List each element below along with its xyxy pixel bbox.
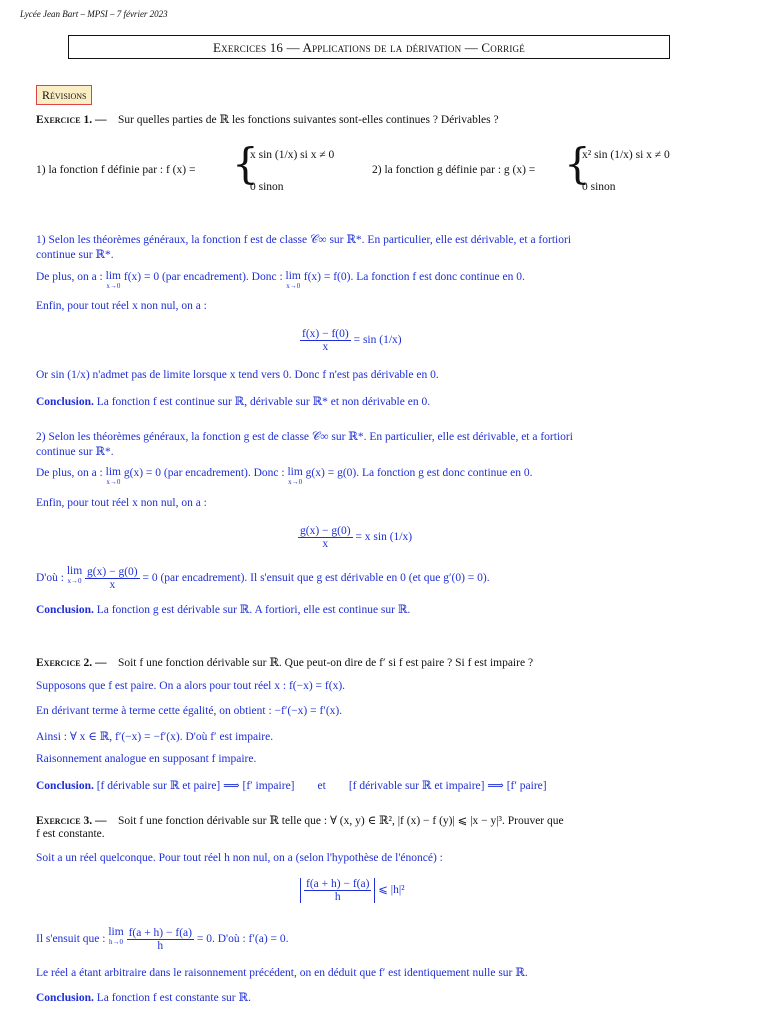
p2-line-1: 2) Selon les théorèmes généraux, la fonction g est de classe 𝒞∞ sur ℝ*. En particulier, elle est dérivable, et a fortiori	[36, 431, 573, 443]
ex2-line-4: Raisonnement analogue en supposant f impaire.	[36, 753, 257, 765]
exercise-1-label: Exercice 1. —	[36, 114, 107, 126]
exercise-1-statement: Sur quelles parties de ℝ les fonctions suivantes sont-elles continues ? Dérivables ?	[117, 114, 499, 126]
p1-enfin: Enfin, pour tout réel x non nul, on a :	[36, 300, 207, 312]
p1-limit-line: De plus, on a : lim x→0 f(x) = 0 (par encadrement). Donc : lim x→0 f(x) = f(0). La fonction f est donc continue en 0.	[36, 270, 525, 290]
g-definition: 2) la fonction g définie par : g (x) =	[372, 164, 536, 176]
exercise-2-statement: Soit f une fonction dérivable sur ℝ. Que peut-on dire de f′ si f est paire ? Si f est impaire ?	[117, 657, 534, 669]
p2-conclusion: Conclusion. La fonction g est dérivable sur ℝ. A fortiori, elle est continue sur ℝ.	[36, 604, 411, 616]
page-title: Exercices 16 — Applications de la dérivation — Corrigé	[68, 35, 670, 59]
g-case-2: 0 sinon	[582, 181, 616, 193]
p2-line-2: continue sur ℝ*.	[36, 446, 114, 458]
f-case-2: 0 sinon	[250, 181, 284, 193]
g-case-1: x² sin (1/x) si x ≠ 0	[582, 149, 670, 161]
p1-or: Or sin (1/x) n'admet pas de limite lorsque x tend vers 0. Donc f n'est pas dérivable en 0.	[36, 369, 439, 381]
page-header: Lycée Jean Bart – MPSI – 7 février 2023	[20, 9, 168, 19]
p2-equation: $\frac{g(x) - g(0)}{x}$ = x sin (1/x)	[300, 525, 413, 550]
p2-dou-line: D'où : lim x→0 $\frac{g(x) - g(0)}{x}$ = 0 (par encadrement). Il s'ensuit que g est dérivable en 0 (et que g′(0) = 0).	[36, 565, 490, 591]
exercise-3-statement: Soit f une fonction dérivable sur ℝ telle que : ∀ (x, y) ∈ ℝ², |f (x) − f (y)| ⩽ |x − y|³. Prouver que	[117, 815, 564, 827]
section-badge: Révisions	[36, 85, 92, 105]
p1-conclusion: Conclusion. La fonction f est continue sur ℝ, dérivable sur ℝ* et non dérivable en 0.	[36, 396, 431, 408]
ex2-conclusion: Conclusion. [f dérivable sur ℝ et paire] ⟹ [f′ impaire] et [f dérivable sur ℝ et impaire] ⟹ [f′ paire]	[36, 780, 547, 792]
exercise-2-label: Exercice 2. —	[36, 657, 107, 669]
p2-enfin: Enfin, pour tout réel x non nul, on a :	[36, 497, 207, 509]
exercise-3-label: Exercice 3. —	[36, 815, 107, 827]
p2-limit-line: De plus, on a : lim x→0 g(x) = 0 (par encadrement). Donc : lim x→0 g(x) = g(0). La fonction g est donc continue en 0.	[36, 466, 533, 486]
ex3-inequality: $\frac{f(a + h) - f(a)}{h}$ ⩽ |h|²	[300, 878, 405, 903]
g-brace: {	[564, 139, 591, 188]
ex2-line-1: Supposons que f est paire. On a alors pour tout réel x : f(−x) = f(x).	[36, 680, 346, 692]
p1-line-2: continue sur ℝ*.	[36, 249, 114, 261]
exercise-3-heading	[36, 813, 564, 827]
ex3-line-3: Le réel a étant arbitraire dans le raisonnement précédent, on en déduit que f′ est identiquement nulle sur ℝ.	[36, 967, 528, 979]
exercise-3-statement-2: f est constante.	[36, 828, 105, 840]
ex3-limit-line: Il s'ensuit que : lim h→0 $\frac{f(a + h) - f(a)}{h}$ = 0. D'où : f′(a) = 0.	[36, 926, 289, 952]
ex3-conclusion: Conclusion. La fonction f est constante sur ℝ.	[36, 992, 251, 1004]
f-brace: {	[232, 139, 259, 188]
f-case-1: x sin (1/x) si x ≠ 0	[250, 149, 335, 161]
p1-equation: $\frac{f(x) - f(0)}{x}$ = sin (1/x)	[302, 328, 402, 353]
ex2-line-3: Ainsi : ∀ x ∈ ℝ, f′(−x) = −f′(x). D'où f′ est impaire.	[36, 731, 274, 743]
f-definition: 1) la fonction f définie par : f (x) =	[36, 164, 196, 176]
exercise-1-heading	[36, 112, 499, 126]
p1-line-1: 1) Selon les théorèmes généraux, la fonction f est de classe 𝒞∞ sur ℝ*. En particulier, elle est dérivable, et a fortiori	[36, 234, 572, 246]
ex3-line-1: Soit a un réel quelconque. Pour tout réel h non nul, on a (selon l'hypothèse de l'énoncé) :	[36, 852, 443, 864]
ex2-line-2: En dérivant terme à terme cette égalité, on obtient : −f′(−x) = f′(x).	[36, 705, 343, 717]
exercise-2-heading	[36, 655, 533, 669]
